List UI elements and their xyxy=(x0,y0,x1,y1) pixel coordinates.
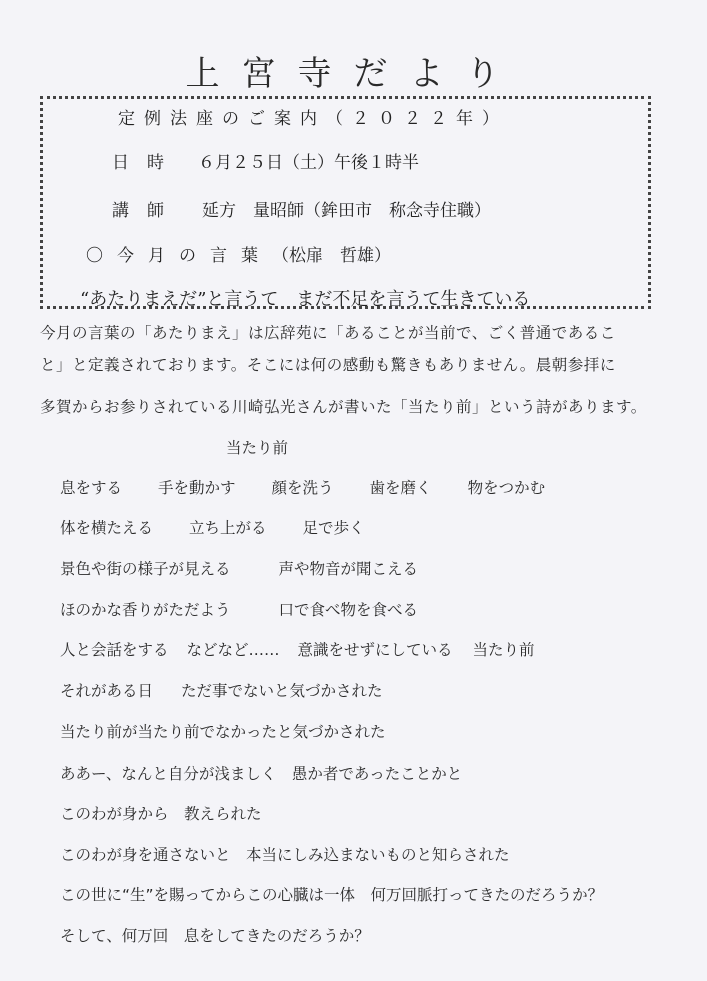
paragraph-line: 今月の言葉の「あたりまえ」は広辞苑に「あることが当前で、ごく普通であるこ xyxy=(40,324,616,342)
poem-phrase: 景色や街の様子が見える xyxy=(60,560,231,578)
poem-line: ああー、なんと自分が浅ましく 愚か者であったことかと xyxy=(60,765,463,783)
poem-phrase: ただ事でないと気づかされた xyxy=(181,682,383,700)
notice-lecturer-row xyxy=(112,196,491,221)
poem-phrase: 口で食べ物を食べる xyxy=(278,601,419,619)
poem-line: このわが身から 教えられた xyxy=(60,805,262,823)
paragraph-line: と」と定義されております。そこには何の感動も驚きもありません。晨朝参拝に xyxy=(40,356,616,374)
poem-line xyxy=(60,476,545,498)
poem-phrase: 当たり前 xyxy=(472,641,535,659)
notice-heading: 定例法座のご案内（２０２２年） xyxy=(118,109,508,129)
words-author: （松扉 哲雄） xyxy=(272,246,391,266)
poem-title: 当たり前 xyxy=(226,439,289,457)
poem-phrase: などなど…… xyxy=(186,641,280,659)
lecturer-label: 講師 xyxy=(112,201,182,221)
lecturer-value: 延方 量昭師（鉾田市 称念寺住職） xyxy=(202,201,491,221)
poem-phrase: 足で歩く xyxy=(302,519,365,537)
poem-phrase: 体を横たえる xyxy=(60,519,154,537)
poem-line: 当たり前が当たり前でなかったと気づかされた xyxy=(60,723,386,741)
poem-phrase: 物をつかむ xyxy=(467,479,546,497)
date-label: 日時 xyxy=(112,153,182,173)
date-value: ６月２５日（土）午後１時半 xyxy=(198,153,419,173)
poem-phrase: 息をする xyxy=(60,479,123,497)
notice-date-row xyxy=(112,148,419,173)
monthly-quote: “あたりまえだ”と言うて まだ不足を言うて生きている xyxy=(80,289,531,310)
notice-words-row xyxy=(86,241,391,266)
poem-phrase: 歯を磨く xyxy=(369,479,432,497)
poem-phrase: 立ち上がる xyxy=(189,519,267,537)
poem-line xyxy=(60,679,383,701)
newsletter-title: 上宮寺だより xyxy=(185,54,522,94)
poem-phrase: 人と会話をする xyxy=(60,641,169,659)
poem-line: このわが身を通さないと 本当にしみ込まないものと知らされた xyxy=(60,846,510,864)
poem-phrase: ほのかな香りがただよう xyxy=(60,601,231,619)
poem-line xyxy=(60,638,535,660)
poem-phrase: 声や物音が聞こえる xyxy=(278,560,419,578)
poem-phrase: 顔を洗う xyxy=(271,479,334,497)
poem-phrase: 意識をせずにしている xyxy=(297,641,453,659)
poem-phrase: それがある日 xyxy=(60,682,154,700)
paragraph-line: 多賀からお参りされている川崎弘光さんが書いた「当たり前」という詩があります。 xyxy=(40,398,647,416)
words-label: 〇今月の言葉 xyxy=(86,246,272,266)
poem-line xyxy=(60,557,418,579)
poem-line: そして、何万回 息をしてきたのだろうか？ xyxy=(60,927,370,945)
poem-line xyxy=(60,598,418,620)
poem-phrase: 手を動かす xyxy=(158,479,236,497)
poem-line xyxy=(60,516,365,538)
poem-line: この世に“生”を賜ってからこの心臓は一体 何万回脈打ってきたのだろうか？ xyxy=(60,886,604,904)
